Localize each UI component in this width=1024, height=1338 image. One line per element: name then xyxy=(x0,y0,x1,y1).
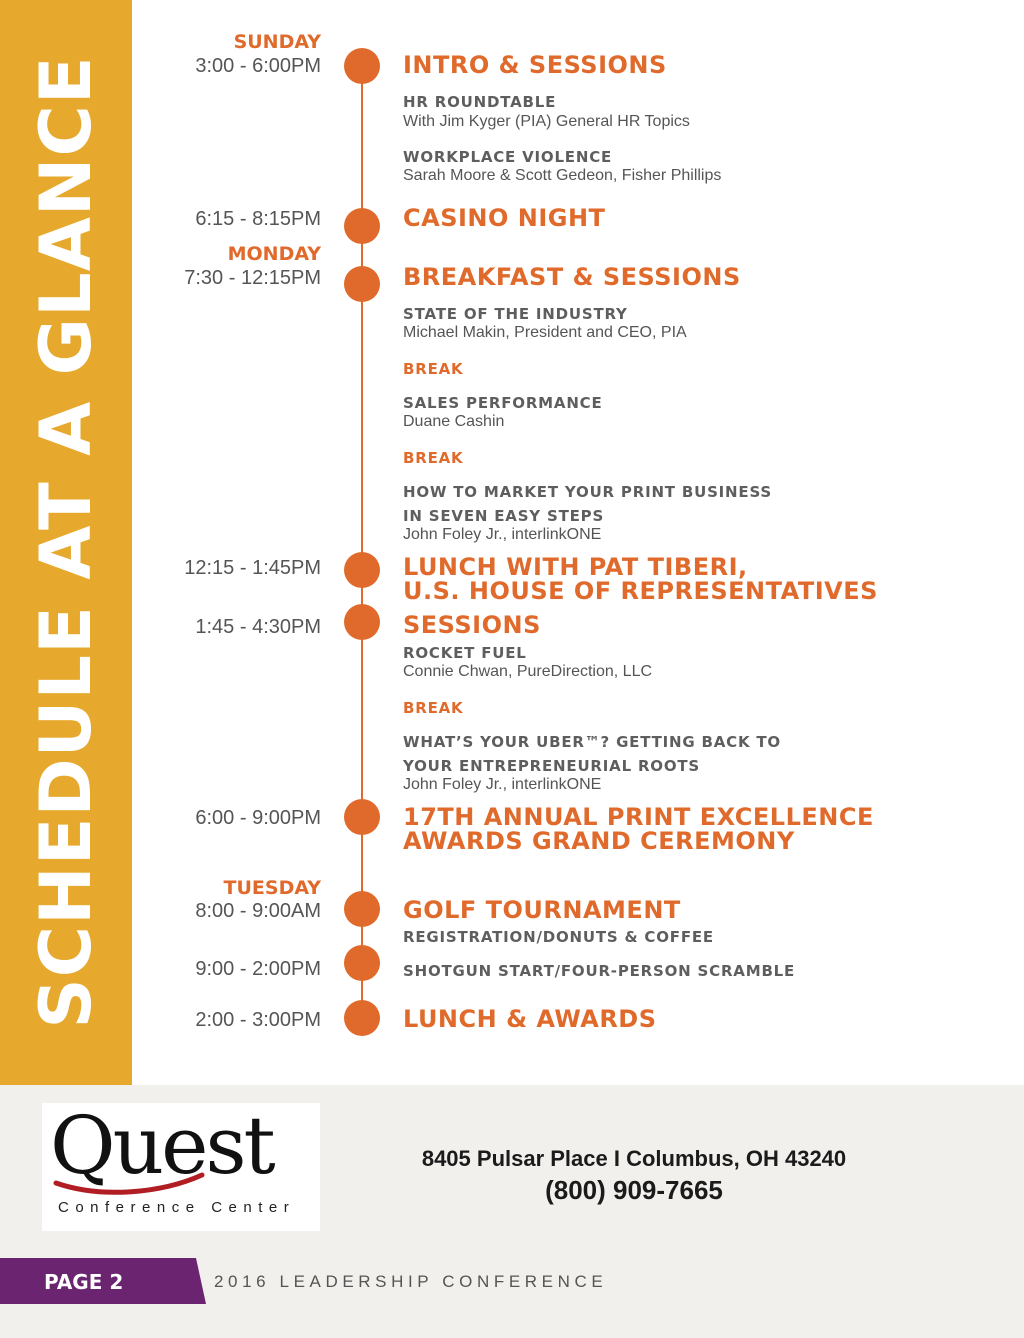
conference-name: 2016 LEADERSHIP CONFERENCE xyxy=(214,1272,608,1291)
break-label: BREAK xyxy=(403,699,464,717)
session-title-shotgun-start: SHOTGUN START/FOUR-PERSON SCRAMBLE xyxy=(403,962,796,980)
event-sessions: SESSIONS xyxy=(403,611,541,639)
logo-wordmark: Quest xyxy=(50,1099,273,1192)
time-sunday-intro: 3:00 - 6:00PM xyxy=(195,55,321,77)
session-title-uber-line2: YOUR ENTREPRENEURIAL ROOTS xyxy=(403,757,701,775)
event-awards-ceremony-line1: 17TH ANNUAL PRINT EXCELLENCE xyxy=(403,803,874,831)
event-casino-night: CASINO NIGHT xyxy=(403,204,606,232)
session-speaker-rocket-fuel: Connie Chwan, PureDirection, LLC xyxy=(403,663,653,680)
session-title-state-of-industry: STATE OF THE INDUSTRY xyxy=(403,305,628,323)
session-speaker-state-of-industry: Michael Makin, President and CEO, PIA xyxy=(403,324,687,341)
timeline-dot xyxy=(344,1000,380,1036)
session-title-market-print-line2: IN SEVEN EASY STEPS xyxy=(403,507,605,525)
timeline-dot xyxy=(344,945,380,981)
timeline-dot xyxy=(344,266,380,302)
event-awards-ceremony-line2: AWARDS GRAND CEREMONY xyxy=(403,827,795,855)
timeline-dot xyxy=(344,208,380,244)
break-label: BREAK xyxy=(403,360,464,378)
break-label: BREAK xyxy=(403,449,464,467)
timeline-dot xyxy=(344,604,380,640)
session-title-workplace-violence: WORKPLACE VIOLENCE xyxy=(403,148,613,166)
session-speaker-uber: John Foley Jr., interlinkONE xyxy=(403,776,602,793)
day-label-tuesday: TUESDAY xyxy=(223,877,321,899)
venue-address: 8405 Pulsar Place I Columbus, OH 43240 xyxy=(421,1146,847,1171)
time-sunday-casino: 6:15 - 8:15PM xyxy=(195,208,321,230)
quest-logo xyxy=(42,1099,320,1231)
session-title-sales-performance: SALES PERFORMANCE xyxy=(403,394,603,412)
time-monday-breakfast: 7:30 - 12:15PM xyxy=(184,267,321,289)
session-title-hr-roundtable: HR ROUNDTABLE xyxy=(403,93,557,111)
logo-subtitle: Conference Center xyxy=(58,1199,296,1216)
timeline-dot xyxy=(344,48,380,84)
time-monday-awards: 6:00 - 9:00PM xyxy=(195,807,321,829)
schedule xyxy=(132,0,1024,1085)
timeline-dot xyxy=(344,552,380,588)
session-speaker-market-print: John Foley Jr., interlinkONE xyxy=(403,526,602,543)
venue-phone: (800) 909-7665 xyxy=(545,1175,723,1205)
timeline-dot xyxy=(344,799,380,835)
time-tuesday-lunch: 2:00 - 3:00PM xyxy=(195,1009,321,1031)
session-title-registration: REGISTRATION/DONUTS & COFFEE xyxy=(403,928,714,946)
event-lunch-awards: LUNCH & AWARDS xyxy=(403,1005,657,1033)
session-title-uber-line1: WHAT’S YOUR UBER™? GETTING BACK TO xyxy=(403,733,781,751)
event-intro-sessions: INTRO & SESSIONS xyxy=(403,51,667,79)
day-label-sunday: SUNDAY xyxy=(233,31,321,53)
event-lunch-tiberi-line2: U.S. HOUSE OF REPRESENTATIVES xyxy=(403,577,878,605)
timeline-dot xyxy=(344,891,380,927)
sidebar-title: SCHEDULE AT A GLANCE xyxy=(25,55,107,1029)
time-tuesday-shotgun: 9:00 - 2:00PM xyxy=(195,958,321,980)
session-title-rocket-fuel: ROCKET FUEL xyxy=(403,644,527,662)
event-golf-tournament: GOLF TOURNAMENT xyxy=(403,896,681,924)
event-breakfast-sessions: BREAKFAST & SESSIONS xyxy=(403,263,741,291)
sidebar xyxy=(0,0,132,1085)
time-monday-sessions: 1:45 - 4:30PM xyxy=(195,616,321,638)
event-lunch-tiberi-line1: LUNCH WITH PAT TIBERI, xyxy=(403,553,748,581)
page-number: PAGE 2 xyxy=(44,1270,124,1294)
time-monday-lunch: 12:15 - 1:45PM xyxy=(184,557,321,579)
session-speaker-workplace-violence: Sarah Moore & Scott Gedeon, Fisher Phillips xyxy=(403,167,722,184)
time-tuesday-golf: 8:00 - 9:00AM xyxy=(195,900,321,922)
session-title-market-print-line1: HOW TO MARKET YOUR PRINT BUSINESS xyxy=(403,483,772,501)
session-speaker-hr-roundtable: With Jim Kyger (PIA) General HR Topics xyxy=(403,113,690,130)
day-label-monday: MONDAY xyxy=(227,243,321,265)
session-speaker-sales-performance: Duane Cashin xyxy=(403,413,505,430)
